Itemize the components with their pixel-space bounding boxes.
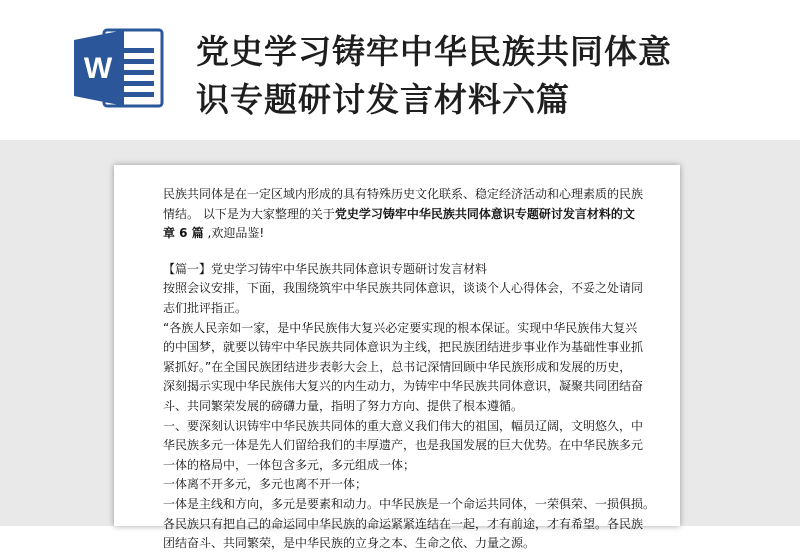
- article-line: 团结奋斗、共同繁荣，是中华民族的立身之本、生命之依、力量之源。: [163, 536, 536, 551]
- intro-line: 民族共同体是在一定区域内形成的具有特殊历史文化联系、稳定经济活动和心理素质的民族: [163, 187, 644, 201]
- intro-text: ,欢迎品鉴!: [203, 226, 265, 241]
- intro-text: 情结。 以下是为大家整理的关于: [163, 206, 335, 221]
- paragraph-gap: [163, 244, 653, 260]
- article-line: 一体的格局中，一体包含多元，多元组成一体；: [163, 457, 416, 472]
- article-line: 华民族多元一体是先人们留给我们的丰厚遗产，也是我国发展的巨大优势。在中华民族多元: [163, 438, 644, 453]
- article-line: 深刻揭示实现中华民族伟大复兴的内生动力，为铸牢中华民族共同体意识，凝聚共同团结奋: [163, 379, 644, 394]
- intro-bold-title: 章 6 篇: [163, 226, 204, 241]
- article-line: 一、要深刻认识铸牢中华民族共同体的重大意义我们伟大的祖国，幅员辽阔，文明悠久，中: [163, 418, 644, 433]
- article-text: [163, 260, 656, 554]
- article-line: 一体是主线和方向，多元是要素和动力。中华民族是一个命运共同体，一荣俱荣、一损俱损。: [163, 496, 656, 511]
- intro-line: [163, 224, 653, 244]
- page-title: [196, 28, 776, 124]
- word-icon-letter: W: [83, 52, 113, 85]
- page-title-line-2: 识专题研讨发言材料六篇: [196, 80, 570, 119]
- article-line: 一体离不开多元，多元也离不开一体；: [163, 477, 368, 492]
- header-banner: [0, 0, 800, 140]
- article-line: 斗、共同繁荣发展的磅礴力量，指明了努力方向、提供了根本遵循。: [163, 398, 524, 413]
- article-line: 各民族只有把自己的命运同中华民族的命运紧紧连结在一起，才有前途，才有希望。各民族: [163, 516, 644, 531]
- article-line: 按照会议安排，下面，我围绕筑牢中华民族共同体意识，谈谈个人心得体会，不妥之处请同: [163, 281, 644, 296]
- section-heading: 【篇一】党史学习铸牢中华民族共同体意识专题研讨发言材料: [163, 261, 488, 276]
- page-title-line-1: 党史学习铸牢中华民族共同体意: [196, 32, 672, 71]
- article-line: 的中国梦，就要以铸牢中华民族共同体意识为主线，把民族团结进步事业作为基础性事业抓: [163, 340, 644, 355]
- word-icon: [74, 26, 166, 110]
- intro-bold-title: 党史学习铸牢中华民族共同体意识专题研讨发言材料的文: [334, 206, 635, 221]
- article-line: 紧抓好。”在全国民族团结进步表彰大会上，总书记深情回顾中华民族形成和发展的历史，: [163, 359, 632, 374]
- document-page[interactable]: [114, 165, 680, 551]
- document-body: [163, 185, 656, 554]
- intro-line: [163, 205, 653, 225]
- article-line: 志们批评指正。: [163, 300, 248, 315]
- article-line: “各族人民亲如一家，是中华民族伟大复兴必定要实现的根本保证。实现中华民族伟大复兴: [163, 320, 638, 335]
